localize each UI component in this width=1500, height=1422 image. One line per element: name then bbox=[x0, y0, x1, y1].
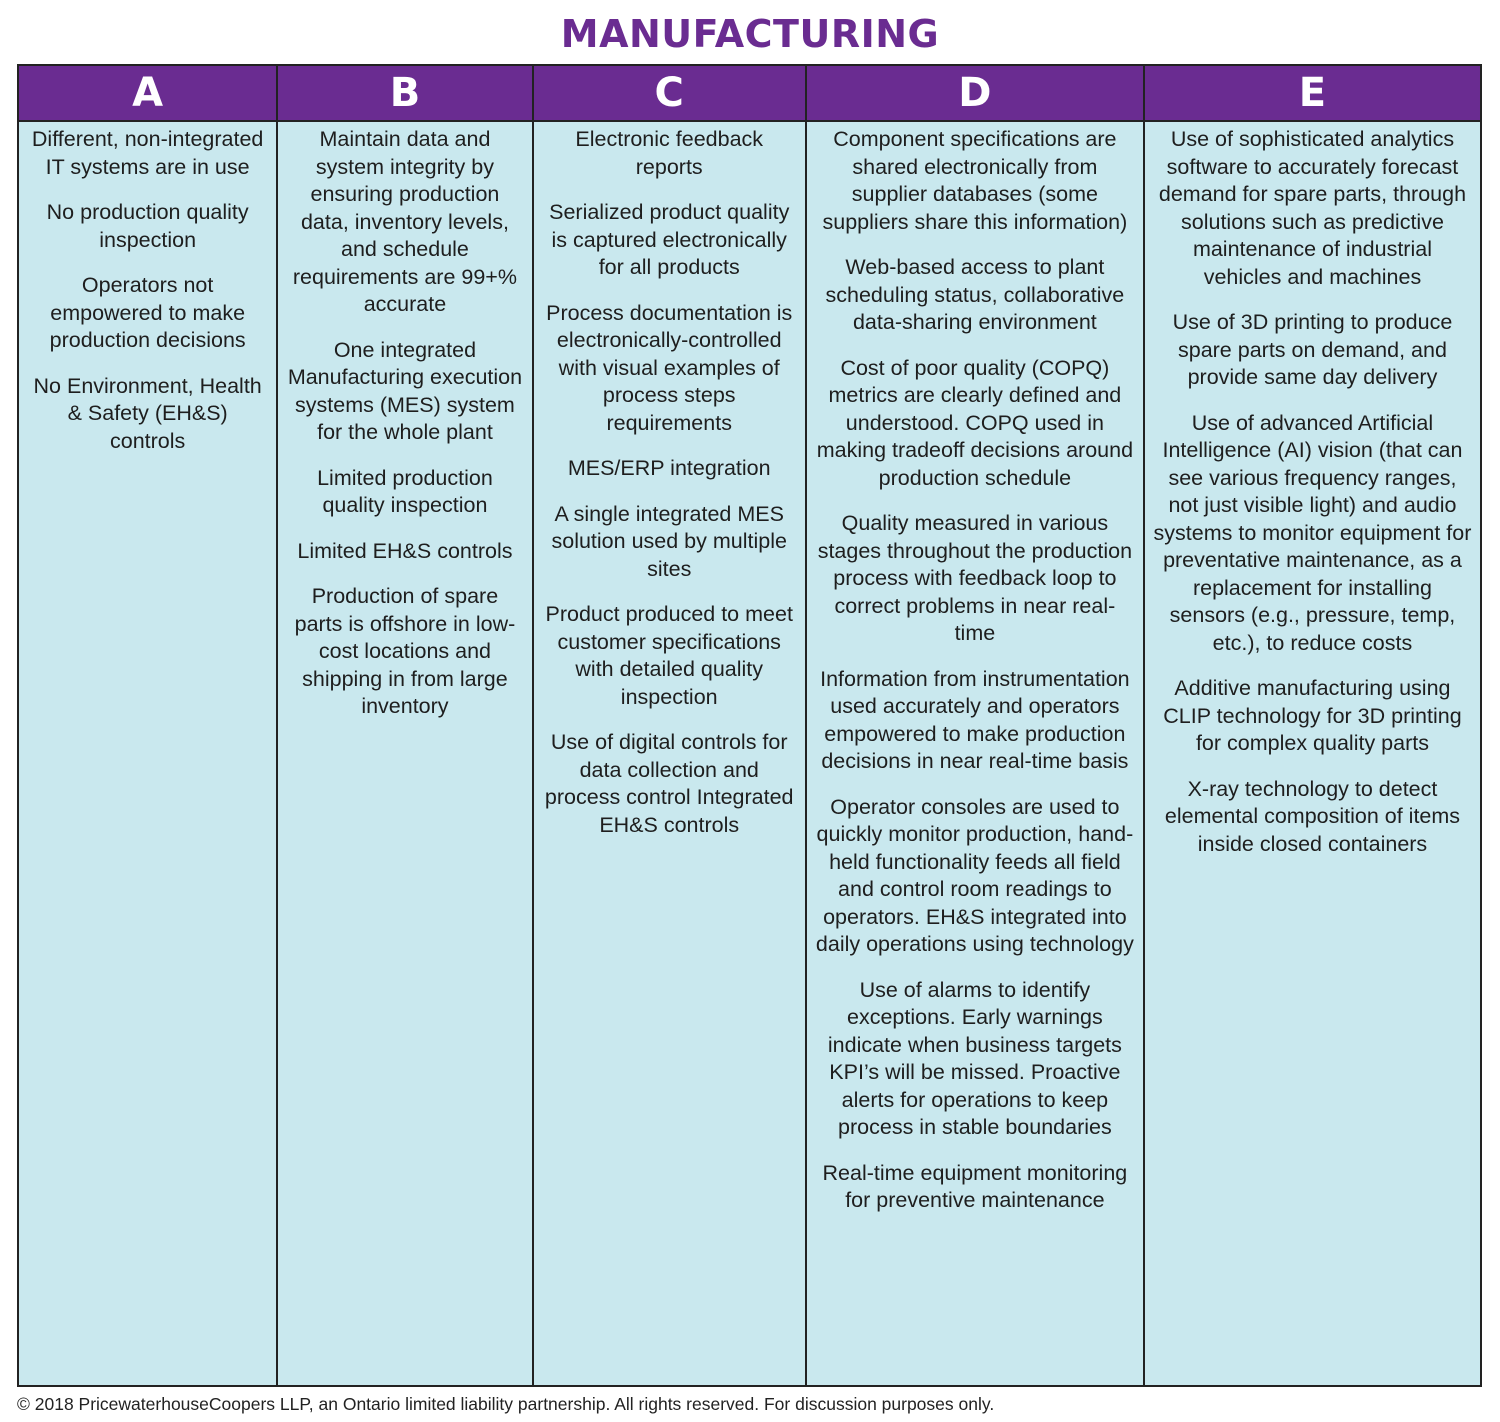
column-b-header: B bbox=[278, 66, 531, 122]
column-c-item: Product produced to meet customer specifications with detailed quality inspection bbox=[545, 602, 793, 709]
column-b-item: Maintain data and system integrity by ensuring production data, inventory levels, and schedule requirements are 99+% accurate bbox=[292, 127, 517, 316]
column-d-item: Real-time equipment monitoring for preventive maintenance bbox=[822, 1160, 1128, 1212]
column-e bbox=[1145, 66, 1480, 1385]
column-c-item: Use of digital controls for data collection and process control Integrated EH&S controls bbox=[544, 730, 794, 837]
column-c-header: C bbox=[534, 66, 805, 122]
column-a-item: No Environment, Health & Safety (EH&S) controls bbox=[33, 373, 262, 453]
column-d-item: Quality measured in various stages throughout the production process with feedback loop to correct problems in near real-time bbox=[817, 511, 1133, 645]
column-c-item: Process documentation is electronically-controlled with visual examples of process steps requirements bbox=[546, 300, 793, 435]
maturity-matrix bbox=[17, 64, 1482, 1387]
column-d-item: Web-based access to plant scheduling status, collaborative data-sharing environment bbox=[825, 255, 1125, 334]
column-e-item: Use of advanced Artificial Intelligence (AI) vision (that can see various frequency ranges, not just visible light) and audio systems to monitor equipment for preventative maintenance, as a replacement for installing sensors (e.g., pressure, temp, etc.), to reduce costs bbox=[1153, 410, 1472, 655]
column-a-item: Operators not empowered to make production decisions bbox=[49, 273, 246, 352]
column-e-header: E bbox=[1145, 66, 1480, 122]
column-e-body bbox=[1145, 122, 1480, 1385]
column-e-item: Additive manufacturing using CLIP technology for 3D printing for complex quality parts bbox=[1163, 676, 1462, 755]
column-e-item: X-ray technology to detect elemental composition of items inside closed containers bbox=[1164, 776, 1461, 856]
column-d-header: D bbox=[807, 66, 1143, 122]
column-a-header: A bbox=[19, 66, 276, 122]
column-d-item: Component specifications are shared electronically from supplier databases (some suppliers share this information) bbox=[822, 127, 1128, 234]
column-a-body bbox=[19, 122, 276, 1385]
column-c-item: MES/ERP integration bbox=[567, 456, 771, 480]
column-e-item: Use of sophisticated analytics software to accurately forecast demand for spare parts, through solutions such as predictive maintenance of industrial vehicles and machines bbox=[1158, 127, 1467, 289]
column-a bbox=[19, 66, 278, 1385]
column-b-item: One integrated Manufacturing execution systems (MES) system for the whole plant bbox=[287, 337, 523, 444]
column-d bbox=[807, 66, 1145, 1385]
column-c-item: Serialized product quality is captured electronically for all products bbox=[549, 200, 790, 279]
column-d-item: Operator consoles are used to quickly monitor production, hand-held functionality feeds all field and control room readings to operators. EH&S integrated into daily operations using technology bbox=[815, 794, 1134, 956]
column-b-item: Limited EH&S controls bbox=[297, 538, 513, 563]
copyright-footer: © 2018 PricewaterhouseCoopers LLP, an Ontario limited liability partnership. All rights reserved. For discussion purposes only. bbox=[17, 1394, 995, 1414]
column-c-body bbox=[534, 122, 805, 1385]
column-b-item: Limited production quality inspection bbox=[317, 465, 493, 517]
column-c-item: A single integrated MES solution used by multiple sites bbox=[551, 501, 787, 581]
column-d-item: Cost of poor quality (COPQ) metrics are clearly defined and understood. COPQ used in making tradeoff decisions around production schedule bbox=[816, 355, 1134, 490]
column-c bbox=[534, 66, 807, 1385]
column-c-item: Electronic feedback reports bbox=[575, 127, 764, 179]
column-a-item: Different, non-integrated IT systems are in use bbox=[31, 127, 264, 179]
column-d-body bbox=[807, 122, 1143, 1385]
page-title: MANUFACTURING bbox=[560, 12, 940, 56]
column-b-item: Production of spare parts is offshore in low-cost locations and shipping in from large inventory bbox=[294, 584, 516, 718]
column-d-item: Use of alarms to identify exceptions. Early warnings indicate when business targets KPI’s will be missed. Proactive alerts for operations to keep process in stable boundaries bbox=[827, 977, 1122, 1139]
column-b bbox=[278, 66, 533, 1385]
column-d-item: Information from instrumentation used accurately and operators empowered to make production decisions in near real-time basis bbox=[820, 666, 1130, 773]
column-e-item: Use of 3D printing to produce spare parts on demand, and provide same day delivery bbox=[1172, 310, 1453, 389]
column-b-body bbox=[278, 122, 531, 1385]
column-a-item: No production quality inspection bbox=[46, 200, 249, 252]
